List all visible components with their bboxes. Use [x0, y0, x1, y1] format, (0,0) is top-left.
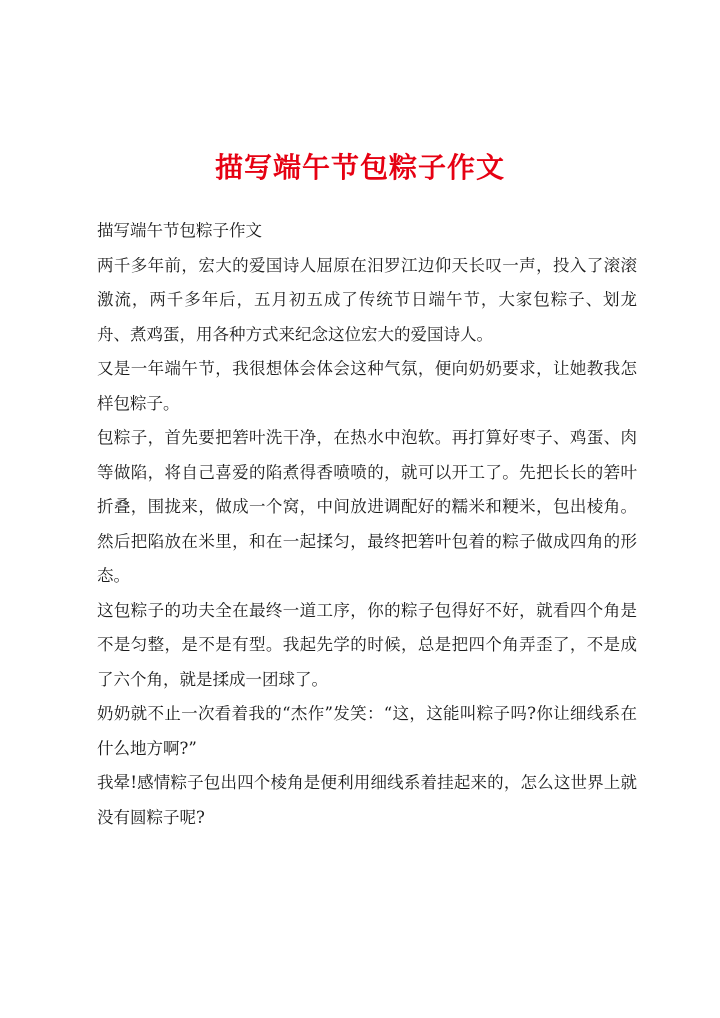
paragraph: 奶奶就不止一次看着我的“杰作”发笑：“这，这能叫粽子吗?你让细线系在什么地方啊?”: [97, 704, 637, 758]
document-title: 描写端午节包粽子作文: [214, 151, 505, 184]
document-body: [97, 214, 637, 835]
paragraph: 包粽子，首先要把箬叶洗干净，在热水中泡软。再打算好枣子、鸡蛋、肉等做陷，将自己喜爱的陷煮得香喷喷的，就可以开工了。先把长长的箬叶折叠，围拢来，做成一个窝，中间放进调配好的糯米和粳米，包出棱角。然后把陷放在米里，和在一起揉匀，最终把箬叶包着的粽子做成四角的形态。: [97, 428, 637, 585]
paragraph: 我晕!感情粽子包出四个棱角是便利用细线系着挂起来的，怎么这世界上就没有圆粽子呢?: [97, 773, 637, 827]
paragraph: 这包粽子的功夫全在最终一道工序，你的粽子包得好不好，就看四个角是不是匀整，是不是有型。我起先学的时候，总是把四个角弄歪了，不是成了六个角，就是揉成一团球了。: [97, 600, 637, 689]
document-subtitle: 描写端午节包粽子作文: [97, 221, 262, 240]
paragraph: 两千多年前，宏大的爱国诗人屈原在汨罗江边仰天长叹一声，投入了滚滚激流，两千多年后，五月初五成了传统节日端午节，大家包粽子、划龙舟、煮鸡蛋，用各种方式来纪念这位宏大的爱国诗人。: [97, 255, 637, 344]
paragraph: 又是一年端午节，我很想体会体会这种气氛，便向奶奶要求，让她教我怎样包粽子。: [97, 359, 637, 413]
